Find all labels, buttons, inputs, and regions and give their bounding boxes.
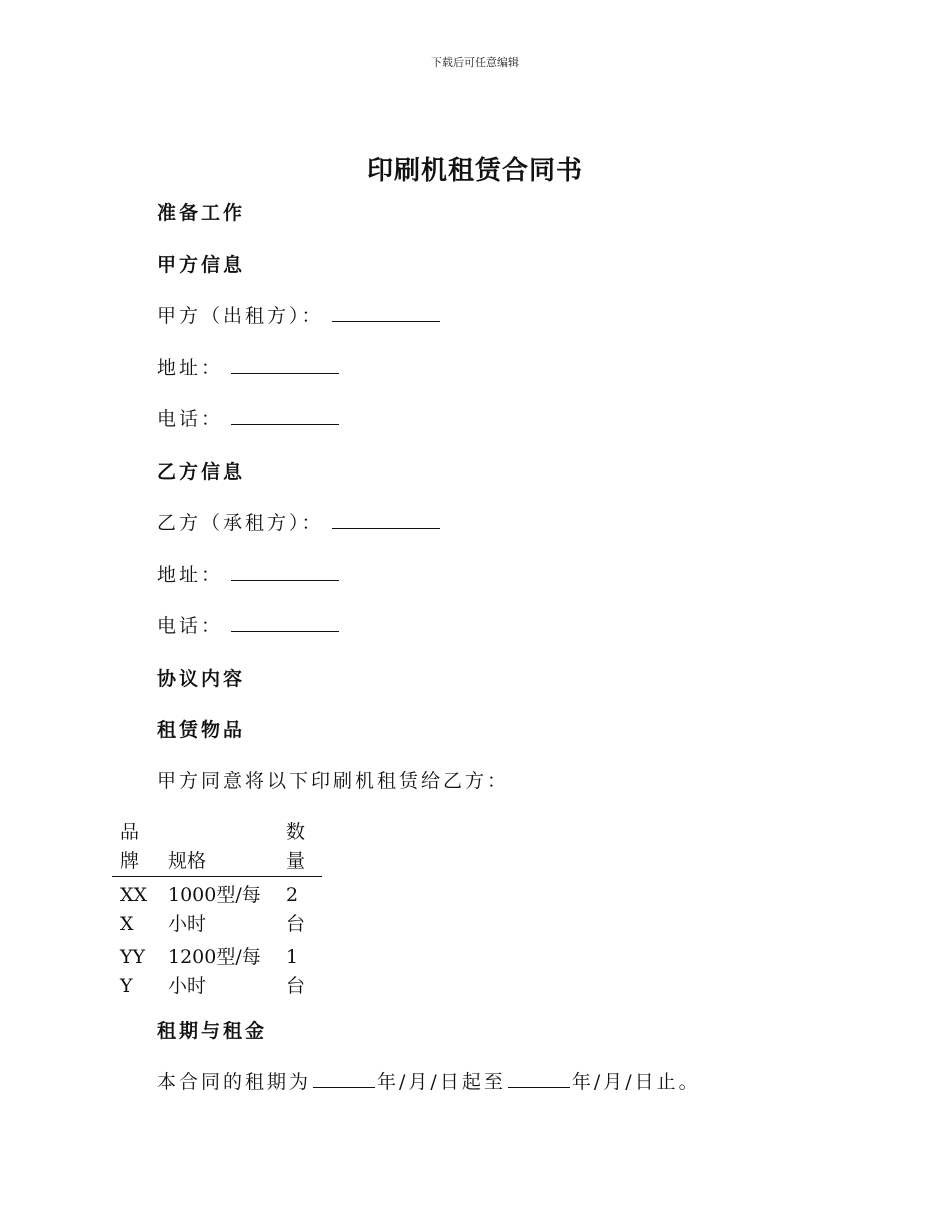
term-text-end: 年/月/日止。 — [571, 1071, 701, 1093]
cell-qty — [286, 939, 322, 1001]
heading-term: 租期与租金 — [157, 1020, 268, 1042]
cell-brand — [112, 877, 168, 940]
party-a-phone-blank[interactable] — [231, 406, 339, 425]
party-b-phone-label: 电话： — [157, 615, 224, 637]
cell-spec-line1: 1200型/每 — [168, 946, 261, 968]
party-b-name-line — [157, 508, 440, 535]
party-b-address-label: 地址： — [157, 564, 224, 586]
party-b-address-line — [157, 560, 339, 587]
cell-qty — [286, 877, 322, 940]
heading-prep: 准备工作 — [157, 202, 246, 224]
table-header-row — [112, 818, 322, 877]
heading-party-b: 乙方信息 — [157, 461, 246, 483]
cell-brand-line1: YY — [120, 946, 146, 968]
header-spec — [168, 818, 286, 877]
rental-items-table — [112, 818, 322, 1001]
party-b-address-blank[interactable] — [231, 562, 339, 581]
cell-spec-line2: 小时 — [168, 913, 207, 935]
table-row — [112, 939, 322, 1001]
cell-qty-line2: 台 — [286, 975, 306, 997]
party-a-address-line — [157, 353, 339, 380]
header-brand — [112, 818, 168, 877]
cell-qty-line1: 1 — [286, 946, 299, 968]
header-brand-line2: 牌 — [120, 850, 140, 872]
cell-brand-line2: X — [120, 913, 134, 935]
header-spec-label: 规格 — [168, 850, 207, 872]
party-a-name-label: 甲方（出租方）： — [157, 305, 324, 327]
party-a-name-line — [157, 301, 440, 328]
document-title: 印刷机租赁合同书 — [366, 156, 583, 186]
header-qty-line1: 数 — [286, 821, 306, 843]
party-b-name-label: 乙方（承租方）： — [157, 512, 324, 534]
party-b-phone-line — [157, 611, 339, 638]
heading-agreement: 协议内容 — [157, 668, 246, 690]
header-note: 下载后可任意编辑 — [431, 56, 519, 69]
cell-spec-line1: 1000型/每 — [168, 884, 261, 906]
cell-qty-line2: 台 — [286, 913, 306, 935]
cell-brand — [112, 939, 168, 1001]
party-a-address-label: 地址： — [157, 357, 224, 379]
table-row — [112, 877, 322, 940]
party-a-address-blank[interactable] — [231, 355, 339, 374]
heading-party-a: 甲方信息 — [157, 254, 246, 276]
cell-brand-line1: XX — [120, 884, 148, 906]
cell-spec — [168, 877, 286, 940]
header-qty-line2: 量 — [286, 850, 306, 872]
term-sentence — [157, 1067, 701, 1094]
party-b-phone-blank[interactable] — [231, 613, 339, 632]
cell-brand-line2: Y — [120, 975, 133, 997]
party-a-phone-label: 电话： — [157, 408, 224, 430]
cell-qty-line1: 2 — [286, 884, 299, 906]
term-end-blank[interactable] — [508, 1069, 570, 1088]
party-a-phone-line — [157, 404, 339, 431]
header-brand-line1: 品 — [120, 821, 140, 843]
header-qty — [286, 818, 322, 877]
term-text-middle: 年/月/日起至 — [377, 1071, 506, 1093]
party-a-name-blank[interactable] — [332, 303, 440, 322]
heading-items: 租赁物品 — [157, 719, 246, 741]
cell-spec-line2: 小时 — [168, 975, 207, 997]
party-b-name-blank[interactable] — [332, 510, 440, 529]
term-text-start: 本合同的租期为 — [157, 1071, 312, 1093]
term-start-blank[interactable] — [313, 1069, 375, 1088]
items-intro: 甲方同意将以下印刷机租赁给乙方： — [157, 770, 510, 792]
cell-spec — [168, 939, 286, 1001]
